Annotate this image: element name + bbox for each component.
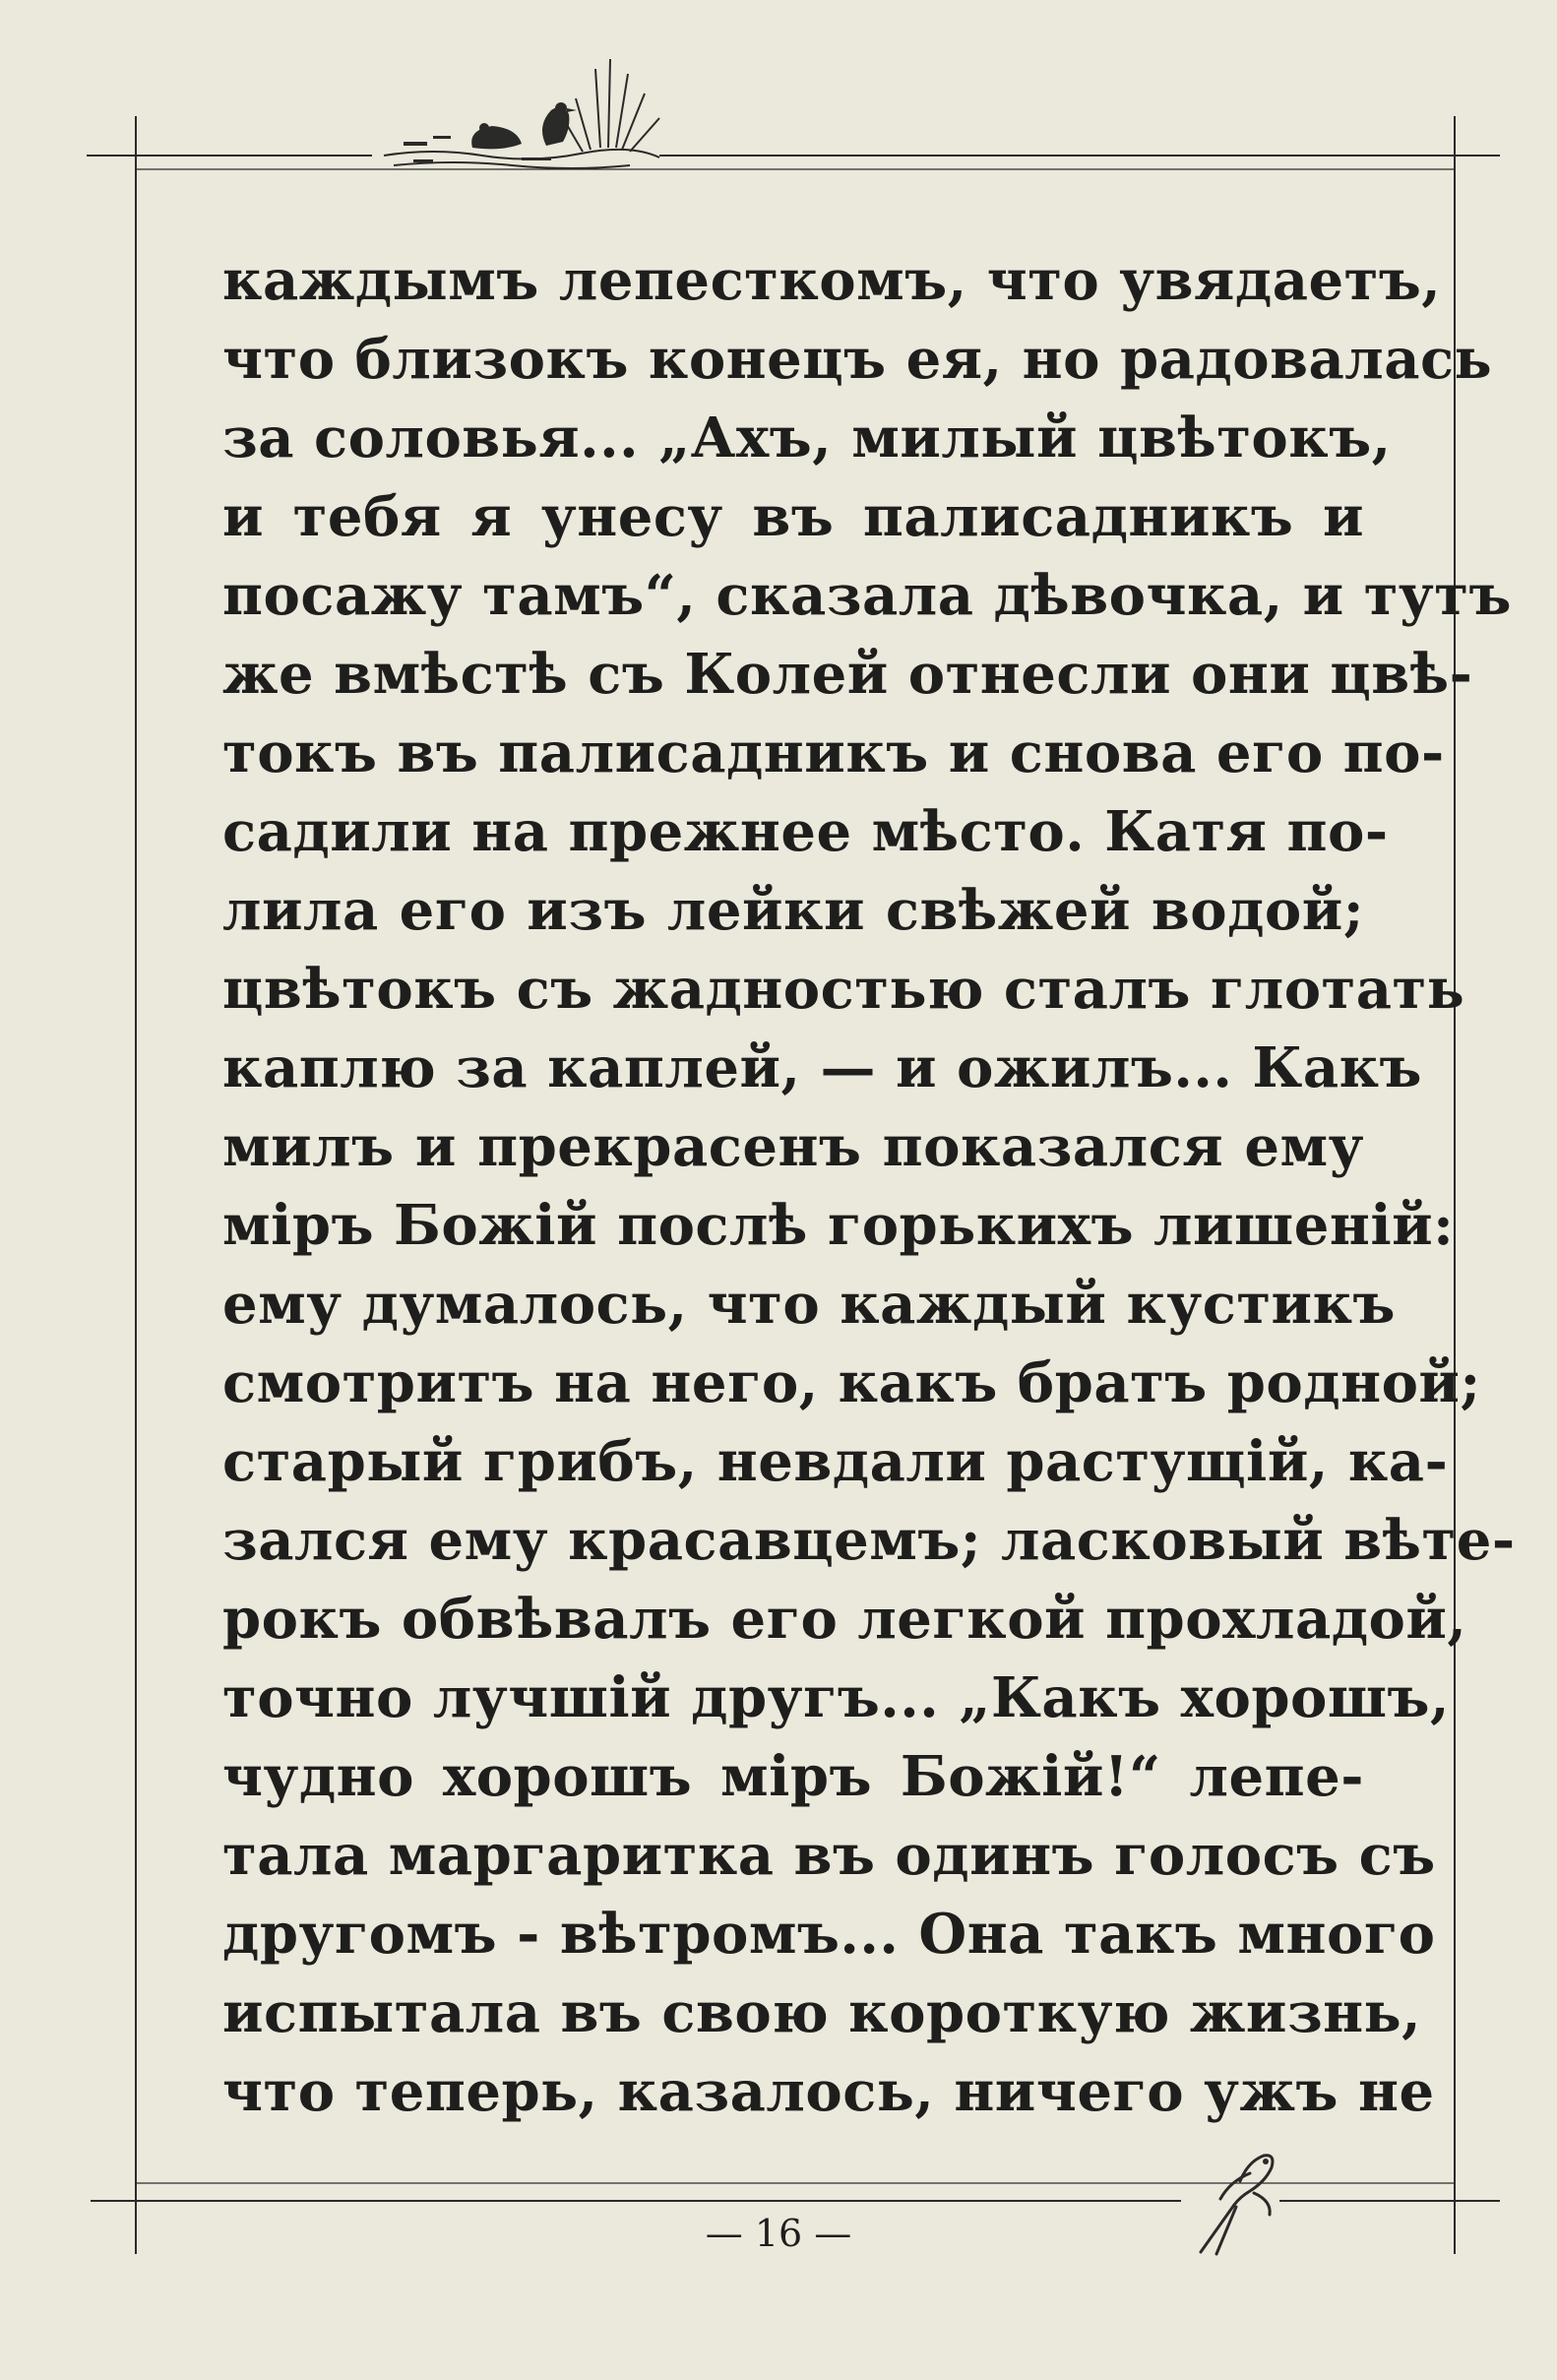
text-line: цвѣтокъ съ жадностью сталъ глотать [222, 957, 1465, 1022]
body-text [222, 241, 1516, 2131]
text-line: же вмѣстѣ съ Колей отнесли они цвѣ- [222, 642, 1473, 707]
text-line: за соловья... „Ахъ, милый цвѣтокъ, [222, 406, 1392, 470]
text-line: старый грибъ, невдали растущій, ка- [222, 1429, 1449, 1494]
text-line: токъ въ палисадникъ и снова его по- [222, 720, 1445, 785]
text-line: что близокъ конецъ ея, но радовалась [222, 327, 1493, 392]
text-line: каплю за каплей, — и ожилъ... Какъ [222, 1035, 1423, 1100]
text-line: садили на прежнее мѣсто. Катя по- [222, 799, 1389, 864]
text-line: смотритъ на него, какъ братъ родной; [222, 1350, 1481, 1415]
text-line: чудно хорошъ міръ Божій!“ лепе- [222, 1744, 1364, 1809]
text-line: милъ и прекрасенъ показался ему [222, 1114, 1364, 1179]
text-line: каждымъ лепесткомъ, что увядаетъ, [222, 248, 1442, 313]
text-line: рокъ обвѣвалъ его легкой прохладой, [222, 1587, 1467, 1652]
birds-in-grass-vignette-icon [374, 39, 669, 172]
text-line: ему думалось, что каждый кустикъ [222, 1272, 1396, 1337]
page-number: — 16 — [705, 2212, 852, 2255]
text-line: испытала въ свою короткую жизнь, [222, 1980, 1422, 2045]
text-line: тала маргаритка въ одинъ голосъ съ [222, 1823, 1436, 1888]
text-line: что теперь, казалось, ничего ужъ не [222, 2059, 1435, 2124]
text-line: точно лучшій другъ... „Какъ хорошъ, [222, 1665, 1450, 1730]
text-line: и тебя я унесу въ палисадникъ и [222, 484, 1364, 549]
text-line: міръ Божій послѣ горькихъ лишеній: [222, 1193, 1455, 1258]
text-line: зался ему красавцемъ; ласковый вѣте- [222, 1508, 1516, 1573]
text-line: посажу тамъ“, сказала дѣвочка, и тутъ [222, 563, 1512, 628]
text-line: другомъ - вѣтромъ... Она такъ много [222, 1902, 1436, 1967]
text-line: лила его изъ лейки свѣжей водой; [222, 878, 1364, 943]
